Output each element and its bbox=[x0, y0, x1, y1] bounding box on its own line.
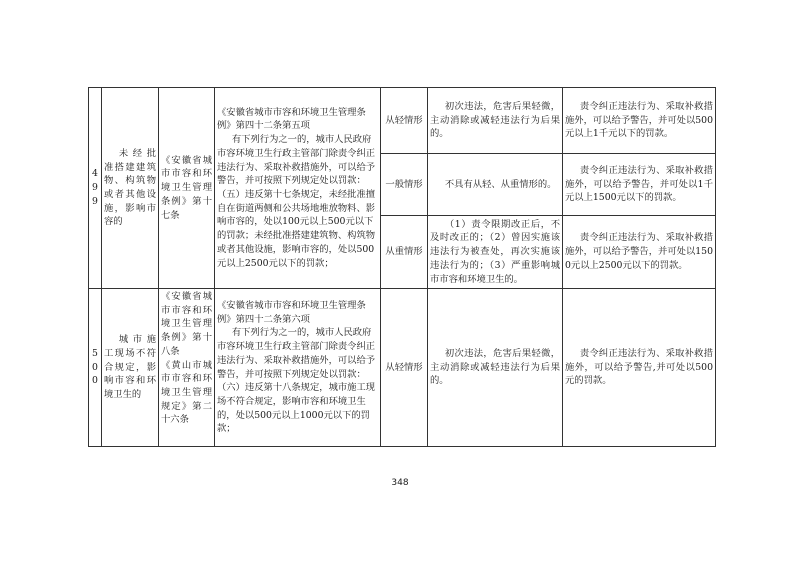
row-number: 499 bbox=[89, 88, 102, 289]
legal-basis-item: 《黄山市城市市容和环境卫生管理规定》第二十六条 bbox=[161, 359, 212, 426]
circumstance-condition: 不具有从轻、从重情形的。 bbox=[428, 154, 563, 216]
circumstance-label: 从轻情形 bbox=[381, 88, 428, 154]
legal-basis: 《安徽省城市市容和环境卫生管理条例》第十七条 bbox=[159, 88, 215, 289]
penalty-standard: 责令纠正违法行为、采取补救措施外，可以给予警告，并可处以1500元以上2500元以下的罚款。 bbox=[563, 216, 716, 289]
illegal-behavior: 未经批准搭建建筑物、构筑物或者其他设施，影响市容的 bbox=[102, 88, 159, 289]
provision-body: 有下列行为之一的，城市人民政府市容环境卫生行政主管部门除责令纠正违法行为、采取补救措施外，可以给予警告，并可按照下列规定处以罚款：（六）违反第十八条规定，城市施工现场不符合规定，影响市容和环境卫生的，处以500元以上1000元以下的罚款； bbox=[217, 327, 376, 435]
circumstance-label: 一般情形 bbox=[381, 154, 428, 216]
table-row bbox=[89, 88, 716, 154]
circumstance-condition: （1）责令限期改正后，不及时改正的；（2）曾因实施该违法行为被查处，再次实施该违法行为的；（3）严重影响城市市容和环境卫生的。 bbox=[428, 216, 563, 289]
penalty-standard: 责令纠正违法行为、采取补救措施外，可以给予警告,并可处以500元的罚款。 bbox=[563, 289, 716, 447]
circumstance-label: 从轻情形 bbox=[381, 289, 428, 447]
penalty-provision bbox=[215, 88, 381, 289]
legal-basis-item: 《安徽省城市市容和环境卫生管理条例》第十八条 bbox=[161, 291, 212, 357]
legal-basis bbox=[159, 289, 215, 447]
penalty-standard: 责令纠正违法行为、采取补救措施外，可以给予警告，并可处以1千元以上1500元以下的罚款。 bbox=[563, 154, 716, 216]
provision-title: 《安徽省城市市容和环境卫生管理条例》第四十二条第六项 bbox=[217, 299, 366, 325]
penalty-discretion-table bbox=[88, 87, 716, 447]
row-number: 500 bbox=[89, 289, 102, 447]
table-row bbox=[89, 289, 716, 447]
penalty-provision bbox=[215, 289, 381, 447]
provision-title: 《安徽省城市市容和环境卫生管理条例》第四十二条第五项 bbox=[217, 106, 366, 132]
circumstance-condition: 初次违法，危害后果轻微，主动消除或减轻违法行为后果的。 bbox=[428, 88, 563, 154]
page-number: 348 bbox=[391, 478, 409, 488]
provision-body: 有下列行为之一的，城市人民政府市容环境卫生行政主管部门除责令纠正违法行为、采取补救措施外，可以给予警告，并可按照下列规定处以罚款：（五）违反第十七条规定，未经批准擅自在街道两侧和公共场地堆放物料、影响市容的，处以100元以上500元以下的罚款；未经批准搭建建筑物、构筑物或者其他设施，影响市容的，处以500元以上2500元以下的罚款； bbox=[217, 134, 376, 269]
illegal-behavior: 城市施工现场不符合规定，影响市容和环境卫生的 bbox=[102, 289, 159, 447]
penalty-standard: 责令纠正违法行为、采取补救措施外，可以给予警告，并可处以500元以上1千元以下的罚款。 bbox=[563, 88, 716, 154]
circumstance-label: 从重情形 bbox=[381, 216, 428, 289]
circumstance-condition: 初次违法，危害后果轻微，主动消除或减轻违法行为后果的。 bbox=[428, 289, 563, 447]
